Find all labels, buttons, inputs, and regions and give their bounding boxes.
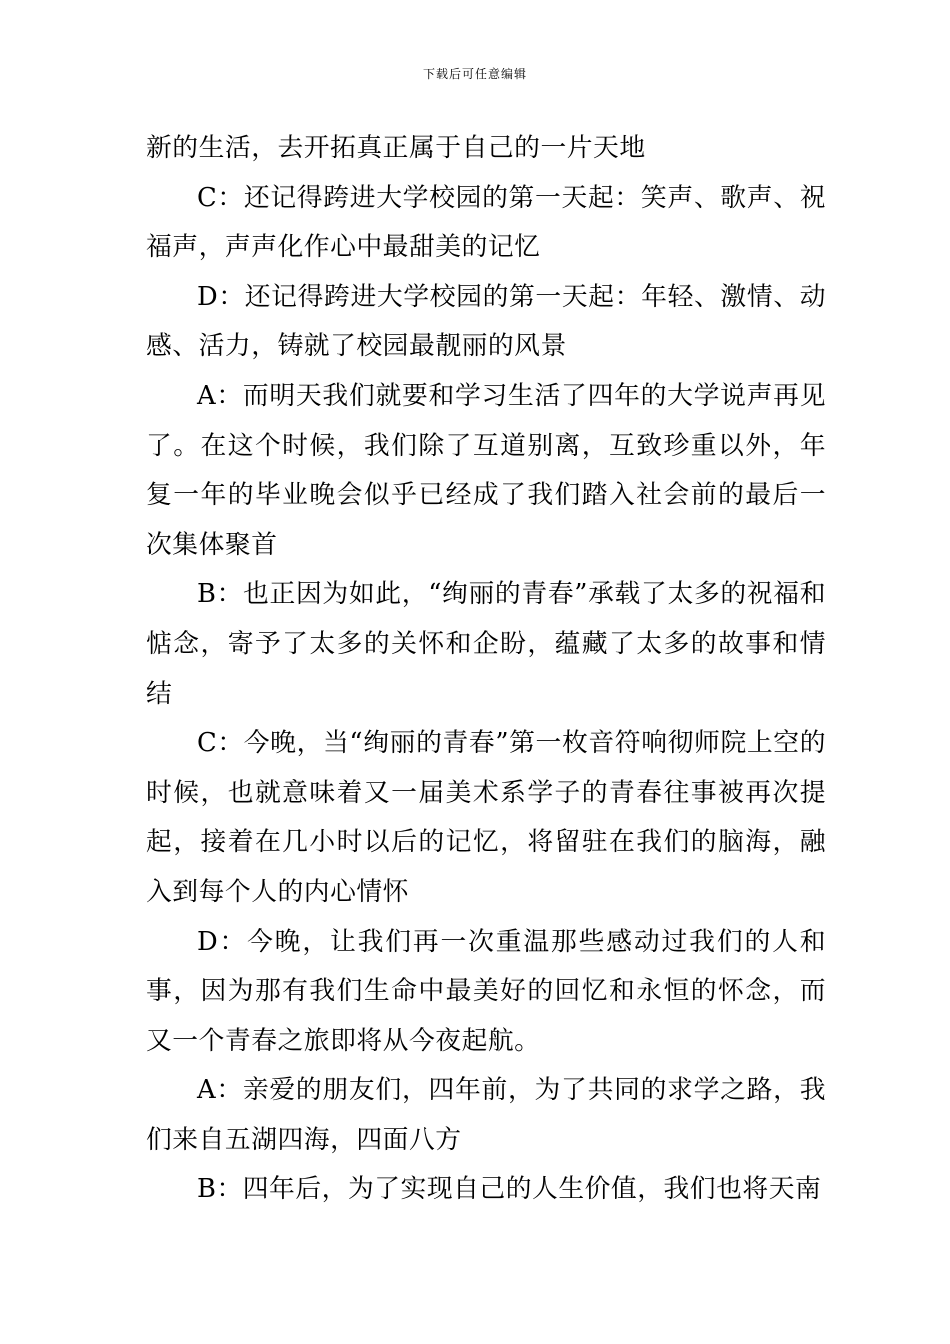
paragraph-a-2: A：亲爱的朋友们，四年前，为了共同的求学之路，我们来自五湖四海，四面八方 (146, 1075, 826, 1155)
paragraph-b-2: B：四年后，为了实现自己的人生价值，我们也将天南 (197, 1174, 822, 1205)
paragraph-continuation: 新的生活，去开拓真正属于自己的一片天地 (146, 133, 646, 163)
paragraph-b-1: B：也正因为如此，“绚丽的青春”承载了太多的祝福和惦念，寄予了太多的关怀和企盼，蕴藏了太多的故事和情结 (146, 579, 826, 709)
page-header: 下载后可任意编辑 (422, 67, 527, 81)
paragraph-d-2: D：今晚，让我们再一次重温那些感动过我们的人和事，因为那有我们生命中最美好的回忆和永恒的怀念，而又一个青春之旅即将从今夜起航。 (146, 926, 826, 1056)
paragraph-c-2: C：今晚，当“绚丽的青春”第一枚音符响彻师院上空的时候，也就意味着又一届美术系学子的青春往事被再次提起，接着在几小时以后的记忆，将留驻在我们的脑海，融入到每个人的内心情怀 (146, 728, 826, 907)
paragraph-d-1: D：还记得跨进大学校园的第一天起：年轻、激情、动感、活力，铸就了校园最靓丽的风景 (146, 281, 826, 362)
document-body (146, 124, 826, 1215)
paragraph-c-1: C：还记得跨进大学校园的第一天起：笑声、歌声、祝福声，声声化作心中最甜美的记忆 (146, 182, 826, 263)
paragraph-a-1: A：而明天我们就要和学习生活了四年的大学说声再见了。在这个时候，我们除了互道别离，互致珍重以外，年复一年的毕业晚会似乎已经成了我们踏入社会前的最后一次集体聚首 (146, 380, 826, 560)
